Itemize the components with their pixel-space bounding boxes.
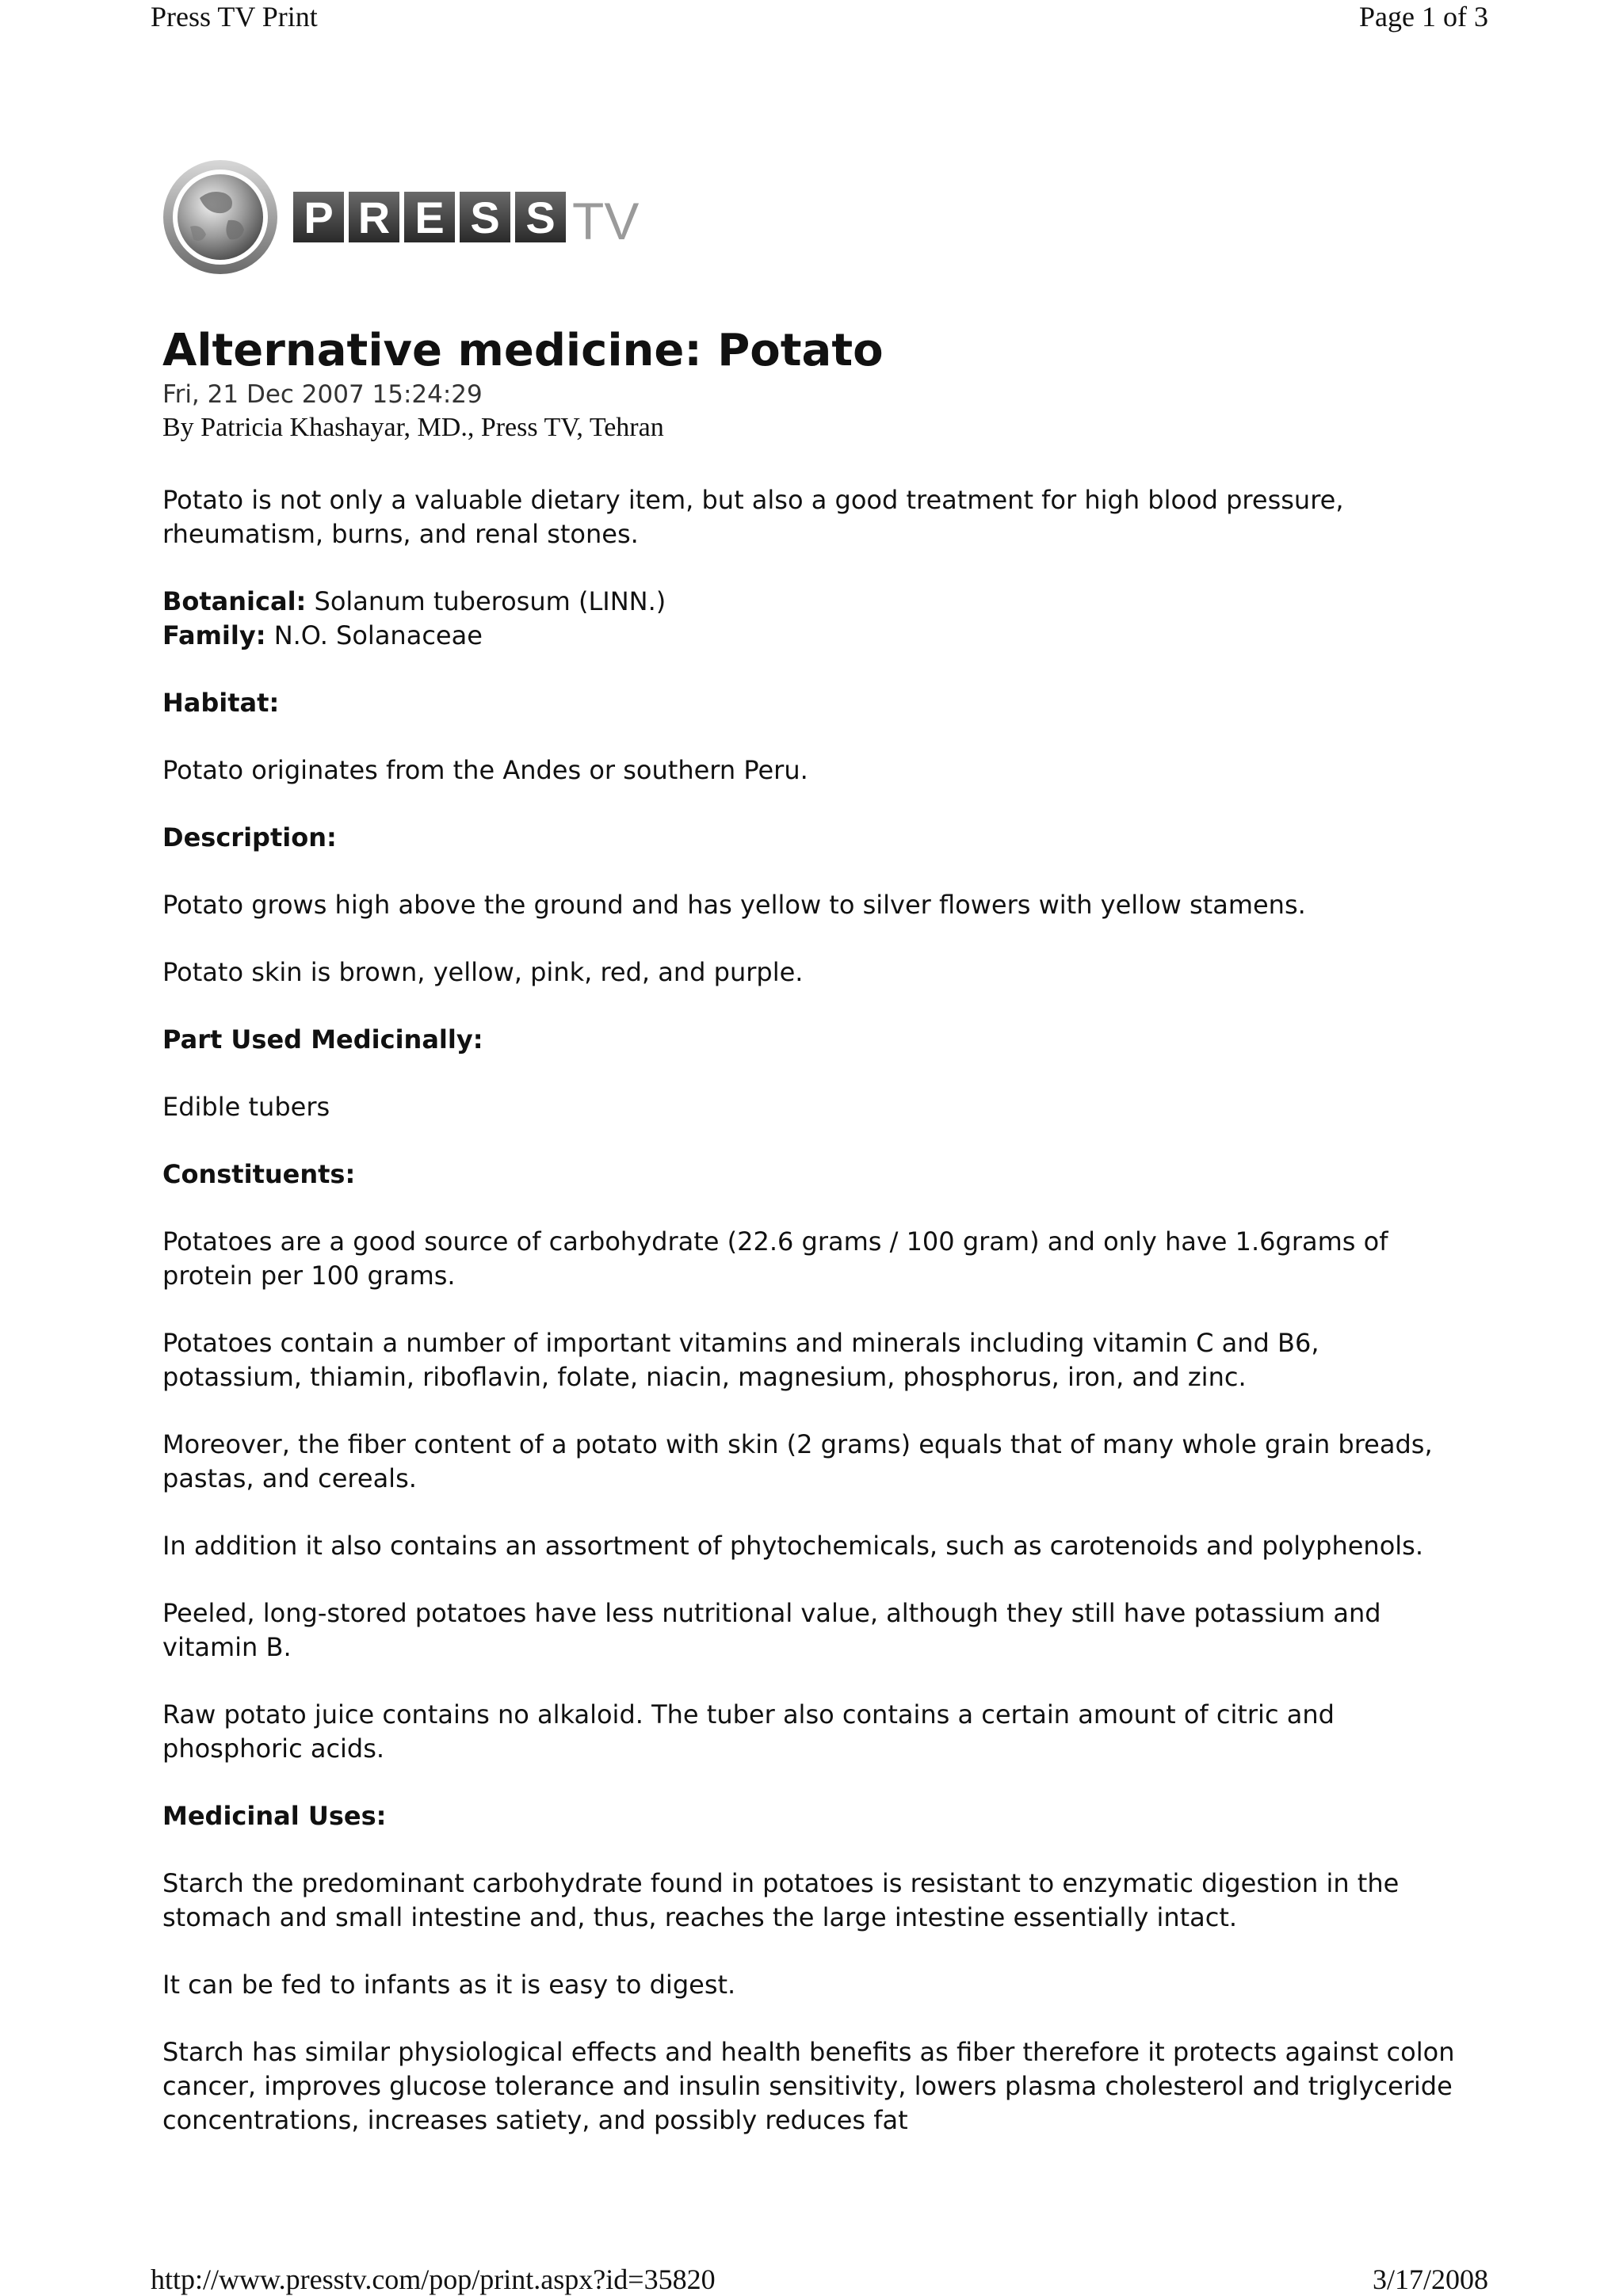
logo-letter-4: S [470,193,500,242]
print-date: 3/17/2008 [1372,2264,1488,2295]
constituents-paragraph: Potatoes contain a number of important vitamins and minerals including vitamin C and B6, potassium, thiamin, riboflavin, folate, niacin, magnesium, phosphorus, iron, and zinc. [162,1328,1319,1392]
print-header [151,0,1488,33]
article-date: Fri, 21 Dec 2007 15:24:29 [162,380,483,409]
print-footer [151,2263,1488,2296]
botanical-label: Botanical: [162,586,307,616]
medicinal-uses-paragraph: Starch has similar physiological effects and health benefits as fiber therefore it protects against colon cancer, improves glucose tolerance and insulin sensitivity, lowers plasma cholesterol and triglyceride concentrations, increases satiety, and possibly reduces fat [162,2037,1455,2135]
logo-letter-3: E [414,193,445,242]
part-used-heading: Part Used Medicinally: [162,1024,483,1055]
family-label: Family: [162,620,266,650]
article-title: Alternative medicine: Potato [162,325,884,376]
print-header-title: Press TV Print [151,1,318,32]
press-wordmark [293,192,639,250]
logo-letter-5: S [525,193,556,242]
page-number: Page 1 of 3 [1359,1,1488,32]
article [162,323,1462,2171]
constituents-paragraph: Peeled, long-stored potatoes have less nutritional value, although they still have potassium and vitamin B. [162,1598,1381,1662]
description-paragraph: Potato skin is brown, yellow, pink, red, and purple. [162,957,804,987]
logo-letter-2: R [357,193,391,242]
logo-suffix: TV [572,192,640,250]
medicinal-uses-heading: Medicinal Uses: [162,1801,387,1831]
logo-letter-1: P [304,193,334,242]
source-url[interactable]: http://www.presstv.com/pop/print.aspx?id=35820 [151,2264,716,2295]
family-field [162,619,1462,653]
constituents-paragraph: Raw potato juice contains no alkaloid. The tuber also contains a certain amount of citric and phosphoric acids. [162,1699,1335,1764]
article-byline: By Patricia Khashayar, MD., Press TV, Tehran [162,413,664,442]
botanical-field [162,585,1462,619]
press-tv-logo[interactable] [158,157,658,277]
constituents-paragraph: In addition it also contains an assortment of phytochemicals, such as carotenoids and polyphenols. [162,1531,1423,1561]
part-used-text: Edible tubers [162,1092,330,1122]
family-value: N.O. Solanaceae [265,620,483,650]
medicinal-uses-paragraph: Starch the predominant carbohydrate found in potatoes is resistant to enzymatic digestion in the stomach and small intestine and, thus, reaches the large intestine essentially intact. [162,1868,1400,1932]
description-paragraph: Potato grows high above the ground and has yellow to silver flowers with yellow stamens. [162,890,1306,920]
habitat-heading: Habitat: [162,688,280,718]
constituents-heading: Constituents: [162,1159,356,1189]
description-heading: Description: [162,822,337,852]
constituents-paragraph: Moreover, the fiber content of a potato with skin (2 grams) equals that of many whole grain breads, pastas, and cereals. [162,1429,1433,1493]
intro-paragraph: Potato is not only a valuable dietary item, but also a good treatment for high blood pressure, rheumatism, burns, and renal stones. [162,485,1344,549]
globe-icon [163,160,277,274]
habitat-text: Potato originates from the Andes or southern Peru. [162,755,808,785]
medicinal-uses-paragraph: It can be fed to infants as it is easy to digest. [162,1970,736,2000]
constituents-paragraph: Potatoes are a good source of carbohydrate (22.6 grams / 100 gram) and only have 1.6grams of protein per 100 grams. [162,1226,1388,1291]
botanical-value: Solanum tuberosum (LINN.) [306,586,666,616]
